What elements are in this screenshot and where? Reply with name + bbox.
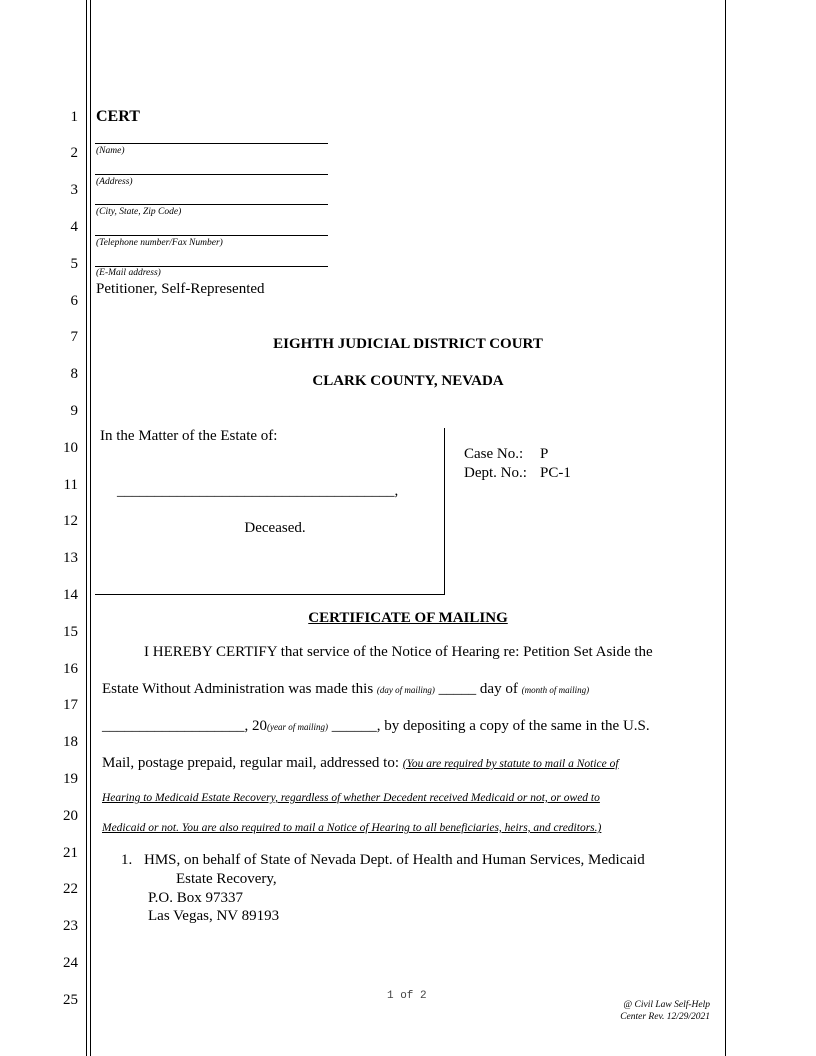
dept-number bbox=[464, 465, 571, 482]
matter-text: In the Matter of the Estate of: bbox=[100, 428, 278, 444]
day-blank[interactable]: _____ day of bbox=[434, 681, 522, 697]
court-name: EIGHTH JUDICIAL DISTRICT COURT bbox=[273, 336, 543, 352]
statute-note-line-2: Hearing to Medicaid Estate Recovery, regardless of whether Decedent received Medicaid or not, or owed to bbox=[102, 792, 600, 804]
caption-box bbox=[95, 428, 445, 595]
line-number: 2 bbox=[70, 145, 78, 161]
day-hint: (day of mailing) bbox=[376, 685, 435, 695]
line-number: 10 bbox=[63, 440, 78, 456]
certificate-line-1: I HEREBY CERTIFY that service of the Notice of Hearing re: Petition Set Aside the bbox=[144, 644, 653, 660]
left-margin-rule-inner bbox=[90, 0, 91, 1056]
phone-line[interactable] bbox=[95, 235, 328, 236]
line-number: 22 bbox=[63, 881, 78, 897]
line-number: 14 bbox=[63, 587, 78, 603]
certificate-text: ______, by depositing a copy of the same in the U.S. bbox=[328, 718, 650, 734]
addressee-line: Estate Recovery, bbox=[176, 871, 277, 887]
dept-number-value: PC-1 bbox=[540, 465, 571, 481]
addressee-line: Las Vegas, NV 89193 bbox=[148, 908, 280, 924]
line-number: 20 bbox=[63, 808, 78, 824]
line-number: 4 bbox=[70, 219, 78, 235]
phone-label: (Telephone number/Fax Number) bbox=[96, 238, 223, 248]
address-line[interactable] bbox=[95, 174, 328, 175]
line-number: 1 bbox=[70, 109, 78, 125]
line-number: 24 bbox=[63, 955, 78, 971]
address-label: (Address) bbox=[96, 177, 133, 187]
line-number: 19 bbox=[63, 771, 78, 787]
case-number-label: Case No.: bbox=[464, 446, 524, 462]
line-number: 15 bbox=[63, 624, 78, 640]
certificate-text: Mail, postage prepaid, regular mail, addressed to: bbox=[102, 755, 403, 771]
left-margin-rule-outer bbox=[86, 0, 87, 1056]
month-year-blank[interactable]: ___________________, 20 bbox=[102, 718, 267, 734]
dept-number-label: Dept. No.: bbox=[464, 465, 527, 481]
line-number: 12 bbox=[63, 513, 78, 529]
line-number: 9 bbox=[70, 403, 78, 419]
line-number: 25 bbox=[63, 992, 78, 1008]
case-number-value: P bbox=[540, 446, 549, 462]
line-number: 21 bbox=[63, 845, 78, 861]
certificate-title: CERTIFICATE OF MAILING bbox=[308, 610, 508, 626]
statute-note: (You are required by statute to mail a Notice of bbox=[402, 758, 619, 770]
line-number: 11 bbox=[63, 477, 78, 493]
name-label: (Name) bbox=[96, 146, 125, 156]
line-number: 17 bbox=[63, 697, 78, 713]
line-number: 13 bbox=[63, 550, 78, 566]
line-number: 6 bbox=[70, 293, 78, 309]
right-margin-rule bbox=[725, 0, 726, 1056]
footer-credit bbox=[560, 999, 710, 1023]
line-number: 7 bbox=[70, 329, 78, 345]
addressee-number: 1. bbox=[121, 852, 133, 868]
year-hint: (year of mailing) bbox=[267, 722, 328, 732]
addressee-line: HMS, on behalf of State of Nevada Dept. of Health and Human Services, Medicaid bbox=[144, 852, 645, 868]
line-number: 18 bbox=[63, 734, 78, 750]
case-number bbox=[464, 446, 548, 463]
statute-note-line-3: Medicaid or not. You are also required to mail a Notice of Hearing to all beneficiaries, heirs, and creditors.) bbox=[102, 822, 602, 834]
certificate-line-2 bbox=[102, 681, 589, 698]
certificate-line-3 bbox=[102, 718, 650, 735]
court-county: CLARK COUNTY, NEVADA bbox=[312, 373, 504, 389]
page-number: 1 of 2 bbox=[387, 990, 427, 1002]
email-label: (E-Mail address) bbox=[96, 268, 161, 278]
addressee-line: P.O. Box 97337 bbox=[148, 890, 244, 906]
footer-credit-line-2: Center Rev. 12/29/2021 bbox=[620, 1012, 710, 1022]
city-line[interactable] bbox=[95, 204, 328, 205]
line-number: 8 bbox=[70, 366, 78, 382]
line-number: 23 bbox=[63, 918, 78, 934]
line-number: 5 bbox=[70, 256, 78, 272]
email-line[interactable] bbox=[95, 266, 328, 267]
line-number: 16 bbox=[63, 661, 78, 677]
line-number: 3 bbox=[70, 182, 78, 198]
deceased-label: Deceased. bbox=[244, 520, 306, 536]
document-code: CERT bbox=[96, 108, 140, 125]
party-designation: Petitioner, Self-Represented bbox=[96, 281, 265, 297]
city-label: (City, State, Zip Code) bbox=[96, 207, 182, 217]
certificate-line-4 bbox=[102, 755, 619, 772]
decedent-name-blank[interactable]: _____________________________________, bbox=[117, 483, 399, 499]
month-hint: (month of mailing) bbox=[521, 685, 590, 695]
footer-credit-line-1: @ Civil Law Self-Help bbox=[623, 1000, 710, 1010]
certificate-text: Estate Without Administration was made this bbox=[102, 681, 377, 697]
name-line[interactable] bbox=[95, 143, 328, 144]
